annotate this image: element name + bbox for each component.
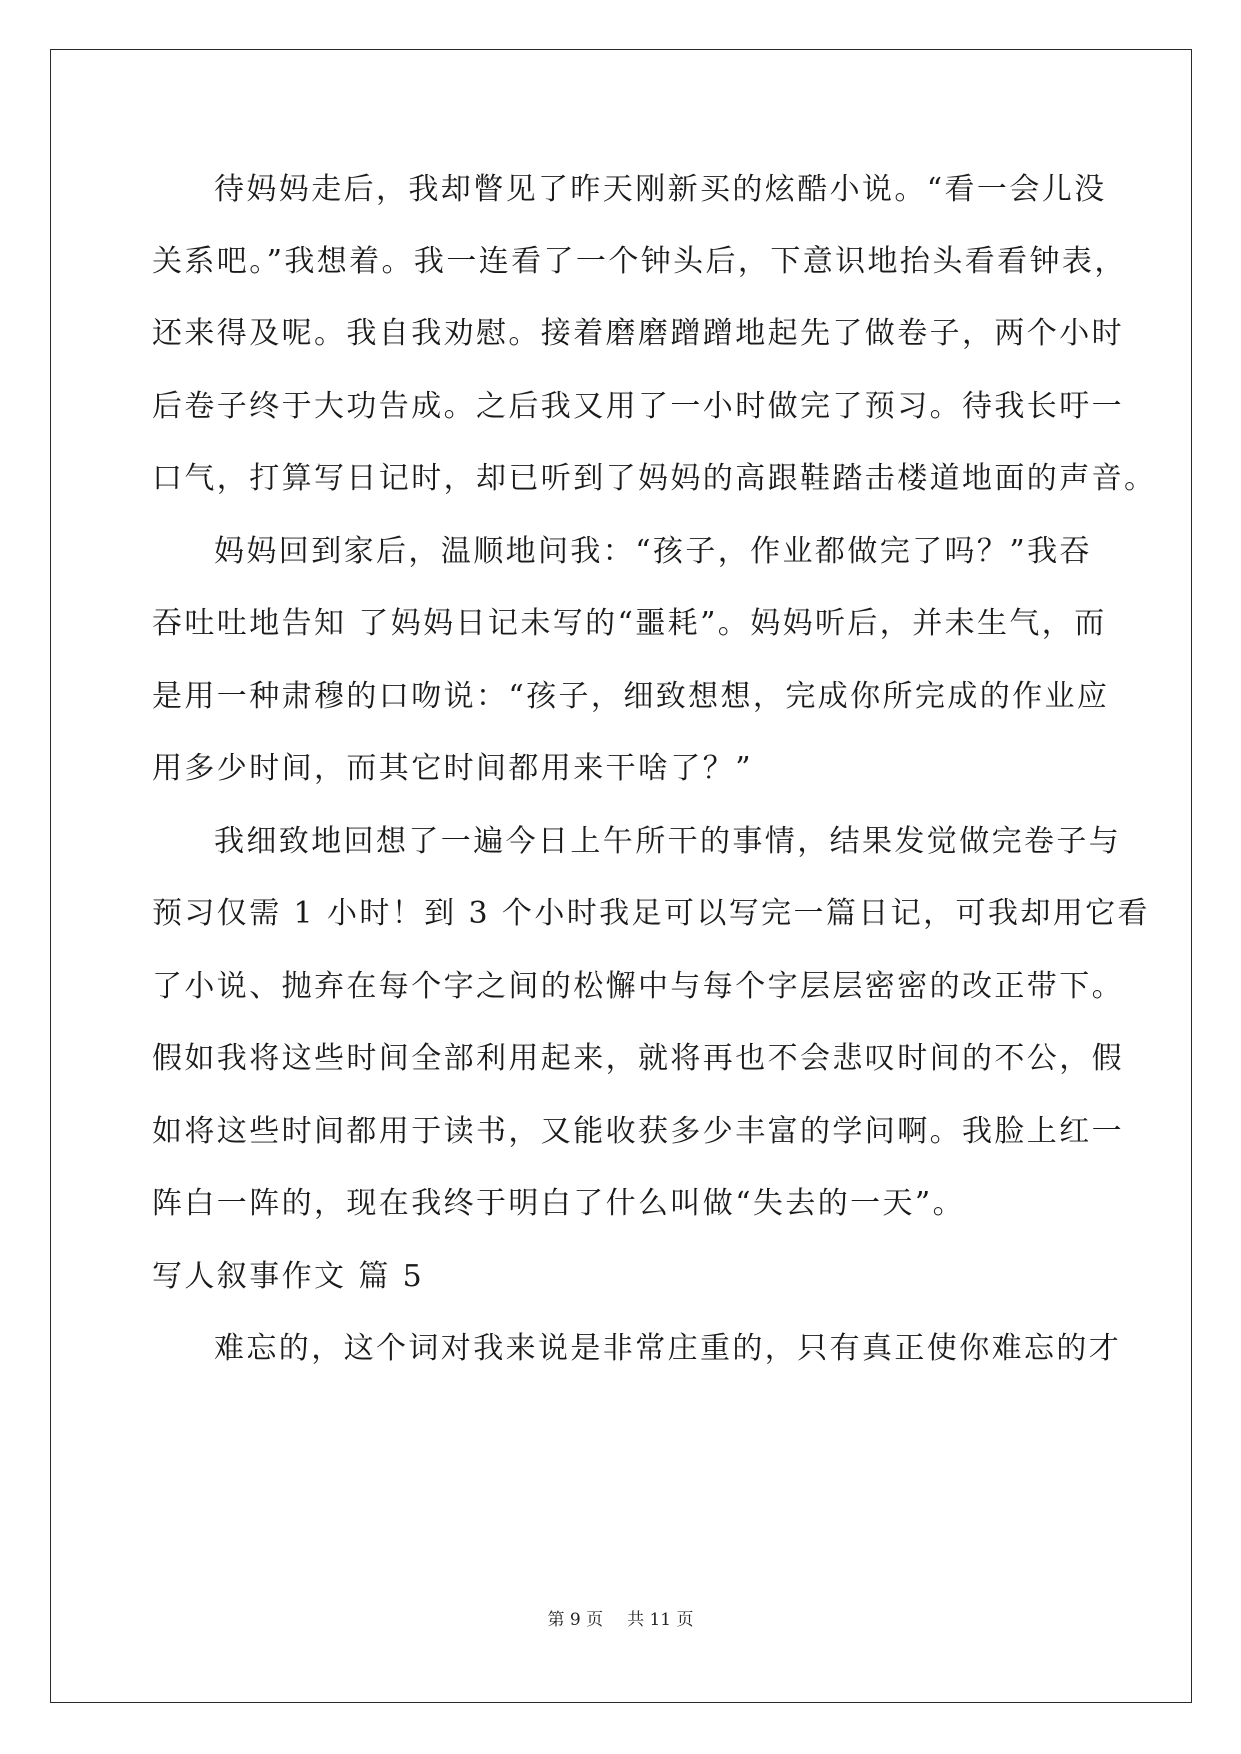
- text-line: 妈妈回到家后，温顺地问我：“孩子，作业都做完了吗？”我吞: [214, 534, 1092, 569]
- text-line: 我细致地回想了一遍今日上午所干的事情，结果发觉做完卷子与: [214, 824, 1122, 859]
- text-line: 用多少时间，而其它时间都用来干啥了？”: [152, 751, 753, 786]
- text-line: 如将这些时间都用于读书，又能收获多少丰富的学问啊。我脸上红一: [152, 1114, 1124, 1149]
- text-line: 待妈妈走后，我却瞥见了昨天刚新买的炫酷小说。“看一会儿没: [214, 172, 1107, 207]
- text-line: 还来得及呢。我自我劝慰。接着磨磨蹭蹭地起先了做卷子，两个小时: [152, 316, 1124, 351]
- page-border: [50, 49, 1192, 1703]
- text-line: 口气，打算写日记时，却已听到了妈妈的高跟鞋踏击楼道地面的声音。: [152, 461, 1157, 496]
- text-line: 了小说、抛弃在每个字之间的松懈中与每个字层层密密的改正带下。: [152, 969, 1124, 1004]
- text-line: 预习仅需 1 小时！到 3 个小时我足可以写完一篇日记，可我却用它看: [152, 896, 1150, 931]
- text-line: 难忘的，这个词对我来说是非常庄重的，只有真正使你难忘的才: [214, 1331, 1122, 1366]
- page-footer: [0, 1608, 1241, 1632]
- section-heading: 写人叙事作文 篇 5: [152, 1259, 425, 1294]
- page-number: 第 9 页: [547, 1610, 604, 1630]
- text-line: 阵白一阵的，现在我终于明白了什么叫做“失去的一天”。: [152, 1186, 966, 1221]
- text-line: 假如我将这些时间全部利用起来，就将再也不会悲叹时间的不公，假: [152, 1041, 1124, 1076]
- text-line: 后卷子终于大功告成。之后我又用了一小时做完了预习。待我长吁一: [152, 389, 1124, 424]
- page-total: 共 11 页: [627, 1610, 694, 1630]
- text-line: 关系吧。”我想着。我一连看了一个钟头后，下意识地抬头看看钟表，: [152, 244, 1127, 279]
- text-line: 是用一种肃穆的口吻说：“孩子，细致想想，完成你所完成的作业应: [152, 679, 1110, 714]
- text-line: 吞吐吐地告知 了妈妈日记未写的“噩耗”。妈妈听后，并未生气，而: [152, 606, 1107, 641]
